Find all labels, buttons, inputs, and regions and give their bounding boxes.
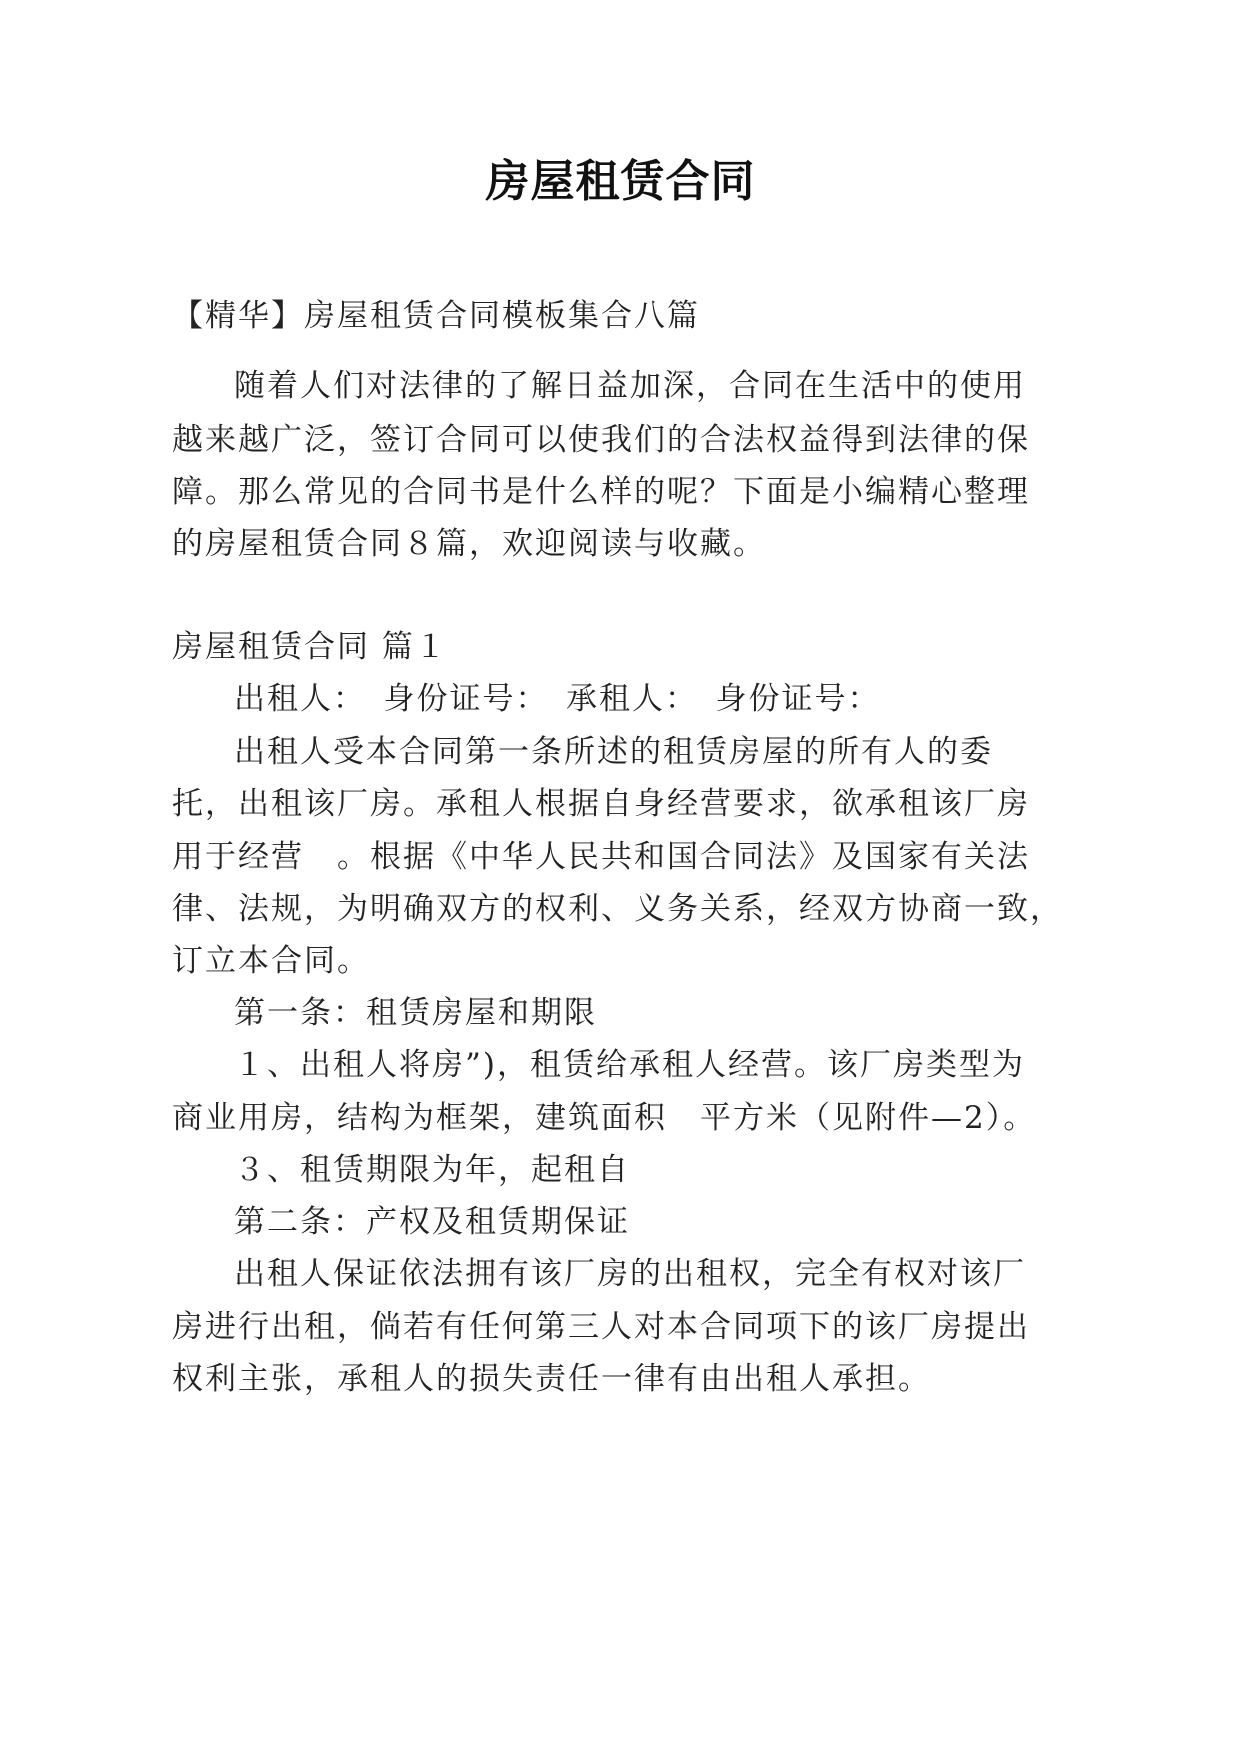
- intro-line: 越来越广泛，签订合同可以使我们的合法权益得到法律的保: [172, 422, 1030, 458]
- article1-line: １、出租人将房”)，租赁给承租人经营。该厂房类型为: [234, 1047, 1025, 1083]
- article2-line: 出租人保证依法拥有该厂房的出租权，完全有权对该厂: [234, 1256, 1026, 1292]
- preamble-line: 订立本合同。: [172, 943, 370, 979]
- article2-line: 房进行出租，倘若有任何第三人对本合同项下的该厂房提出: [172, 1309, 1030, 1345]
- intro-line: 的房屋租赁合同８篇，欢迎阅读与收藏。: [172, 526, 766, 562]
- article2-heading: 第二条：产权及租赁期保证: [234, 1204, 630, 1240]
- parties-line: 出租人： 身份证号： 承租人： 身份证号：: [234, 681, 881, 717]
- document-title: 房屋租赁合同: [485, 156, 756, 207]
- article1-line: 商业用房，结构为框架，建筑面积 平方米（见附件—2）。: [172, 1100, 1037, 1136]
- article1-item3: ３、租赁期限为年，起租自: [234, 1152, 630, 1188]
- preamble-line: 出租人受本合同第一条所述的租赁房屋的所有人的委: [234, 734, 993, 770]
- preamble-line: 托，出租该厂房。承租人根据自身经营要求，欲承租该厂房: [172, 786, 1030, 822]
- intro-line: 障。那么常见的合同书是什么样的呢？下面是小编精心整理: [172, 474, 1030, 510]
- preamble-line: 用于经营 。根据《中华人民共和国合同法》及国家有关法: [172, 839, 1030, 875]
- intro-line: 随着人们对法律的了解日益加深，合同在生活中的使用: [234, 368, 1026, 404]
- article2-line: 权利主张，承租人的损失责任一律有由出租人承担。: [172, 1361, 931, 1397]
- section-heading: 房屋租赁合同 篇１: [172, 629, 448, 665]
- article1-heading: 第一条：租赁房屋和期限: [234, 995, 597, 1031]
- preamble-line: 律、法规，为明确双方的权利、义务关系，经双方协商一致，: [172, 891, 1063, 927]
- document-subtitle: 【精华】房屋租赁合同模板集合八篇: [172, 298, 700, 334]
